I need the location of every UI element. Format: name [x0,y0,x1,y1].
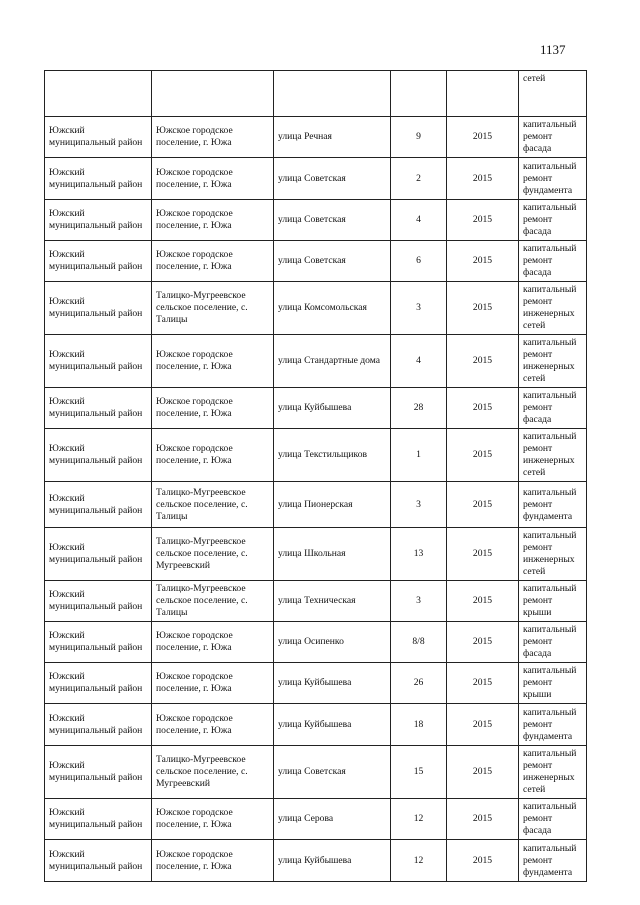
street-cell: улица Куйбышева [274,663,391,704]
district-cell: Южский муниципальный район [45,282,152,335]
district-cell: Южский муниципальный район [45,663,152,704]
year-cell: 2015 [447,158,519,200]
work-type-cell: капитальный ремонт инженерных сетей [519,335,587,388]
district-cell [45,71,152,117]
table-row [45,622,587,663]
table-row [45,282,587,335]
year-cell: 2015 [447,581,519,622]
year-cell: 2015 [447,622,519,663]
house-number-cell: 12 [391,799,447,840]
year-cell: 2015 [447,241,519,282]
work-type-cell: капитальный ремонт фундамента [519,482,587,528]
year-cell [447,71,519,117]
district-cell: Южский муниципальный район [45,622,152,663]
work-type-cell: капитальный ремонт фундамента [519,704,587,746]
district-cell: Южский муниципальный район [45,799,152,840]
settlement-cell [152,71,274,117]
work-type-cell: капитальный ремонт фасада [519,117,587,158]
year-cell: 2015 [447,528,519,581]
street-cell: улица Советская [274,241,391,282]
settlement-cell: Талицко-Мугреевское сельское поселение, с. Талицы [152,581,274,622]
table-row [45,663,587,704]
work-type-cell: капитальный ремонт инженерных сетей [519,282,587,335]
district-cell: Южский муниципальный район [45,528,152,581]
district-cell: Южский муниципальный район [45,335,152,388]
street-cell: улица Куйбышева [274,840,391,882]
street-cell: улица Комсомольская [274,282,391,335]
year-cell: 2015 [447,746,519,799]
street-cell: улица Куйбышева [274,704,391,746]
house-number-cell: 6 [391,241,447,282]
house-number-cell: 3 [391,581,447,622]
year-cell: 2015 [447,704,519,746]
work-type-cell: капитальный ремонт инженерных сетей [519,429,587,482]
house-number-cell: 12 [391,840,447,882]
district-cell: Южский муниципальный район [45,117,152,158]
work-type-cell: капитальный ремонт крыши [519,663,587,704]
district-cell: Южский муниципальный район [45,704,152,746]
house-number-cell: 4 [391,200,447,241]
work-type-cell: капитальный ремонт фасада [519,241,587,282]
street-cell [274,71,391,117]
house-number-cell: 3 [391,482,447,528]
work-type-cell: капитальный ремонт фасада [519,622,587,663]
year-cell: 2015 [447,663,519,704]
work-type-cell: капитальный ремонт фасада [519,388,587,429]
street-cell: улица Стандартные дома [274,335,391,388]
house-number-cell: 26 [391,663,447,704]
work-type-cell: капитальный ремонт крыши [519,581,587,622]
house-number-cell: 18 [391,704,447,746]
table-row [45,840,587,882]
year-cell: 2015 [447,482,519,528]
continuation-row [45,71,587,117]
year-cell: 2015 [447,388,519,429]
year-cell: 2015 [447,429,519,482]
year-cell: 2015 [447,335,519,388]
district-cell: Южский муниципальный район [45,482,152,528]
table-row [45,158,587,200]
work-type-cell: капитальный ремонт фасада [519,799,587,840]
table-row [45,581,587,622]
settlement-cell: Южское городское поселение, г. Южа [152,704,274,746]
street-cell: улица Серова [274,799,391,840]
street-cell: улица Советская [274,746,391,799]
house-number-cell: 1 [391,429,447,482]
year-cell: 2015 [447,799,519,840]
street-cell: улица Школьная [274,528,391,581]
house-number-cell: 2 [391,158,447,200]
settlement-cell: Талицко-Мугреевское сельское поселение, с. Мугреевский [152,746,274,799]
settlement-cell: Южское городское поселение, г. Южа [152,622,274,663]
table-row [45,704,587,746]
district-cell: Южский муниципальный район [45,241,152,282]
house-number-cell: 8/8 [391,622,447,663]
district-cell: Южский муниципальный район [45,429,152,482]
settlement-cell: Южское городское поселение, г. Южа [152,388,274,429]
house-number-cell: 9 [391,117,447,158]
house-number-cell: 13 [391,528,447,581]
settlement-cell: Талицко-Мугреевское сельское поселение, с. Мугреевский [152,528,274,581]
work-type-cell: капитальный ремонт фундамента [519,158,587,200]
settlement-cell: Южское городское поселение, г. Южа [152,335,274,388]
street-cell: улица Советская [274,200,391,241]
settlement-cell: Южское городское поселение, г. Южа [152,429,274,482]
house-number-cell: 4 [391,335,447,388]
settlement-cell: Южское городское поселение, г. Южа [152,158,274,200]
house-number-cell: 28 [391,388,447,429]
table-row [45,482,587,528]
street-cell: улица Речная [274,117,391,158]
settlement-cell: Талицко-Мугреевское сельское поселение, с. Талицы [152,482,274,528]
table-row [45,746,587,799]
settlement-cell: Южское городское поселение, г. Южа [152,663,274,704]
table-row [45,799,587,840]
district-cell: Южский муниципальный район [45,388,152,429]
page-number: 1137 [540,42,566,57]
work-type-cell: капитальный ремонт инженерных сетей [519,528,587,581]
settlement-cell: Южское городское поселение, г. Южа [152,117,274,158]
housing-repair-table [44,70,587,882]
table-row [45,388,587,429]
district-cell: Южский муниципальный район [45,200,152,241]
district-cell: Южский муниципальный район [45,746,152,799]
year-cell: 2015 [447,282,519,335]
settlement-cell: Южское городское поселение, г. Южа [152,241,274,282]
work-type-cell: капитальный ремонт инженерных сетей [519,746,587,799]
street-cell: улица Куйбышева [274,388,391,429]
settlement-cell: Южское городское поселение, г. Южа [152,840,274,882]
street-cell: улица Осипенко [274,622,391,663]
settlement-cell: Талицко-Мугреевское сельское поселение, с. Талицы [152,282,274,335]
work-type-cell: капитальный ремонт фундамента [519,840,587,882]
table-row [45,241,587,282]
street-cell: улица Техническая [274,581,391,622]
table-row [45,429,587,482]
work-cell: сетей [519,71,587,117]
street-cell: улица Текстильщиков [274,429,391,482]
table-row [45,117,587,158]
house-cell [391,71,447,117]
work-type-cell: капитальный ремонт фасада [519,200,587,241]
street-cell: улица Советская [274,158,391,200]
district-cell: Южский муниципальный район [45,581,152,622]
table-row [45,528,587,581]
street-cell: улица Пионерская [274,482,391,528]
settlement-cell: Южское городское поселение, г. Южа [152,200,274,241]
house-number-cell: 15 [391,746,447,799]
year-cell: 2015 [447,200,519,241]
house-number-cell: 3 [391,282,447,335]
table-row [45,335,587,388]
district-cell: Южский муниципальный район [45,840,152,882]
year-cell: 2015 [447,840,519,882]
table-row [45,200,587,241]
year-cell: 2015 [447,117,519,158]
district-cell: Южский муниципальный район [45,158,152,200]
settlement-cell: Южское городское поселение, г. Южа [152,799,274,840]
